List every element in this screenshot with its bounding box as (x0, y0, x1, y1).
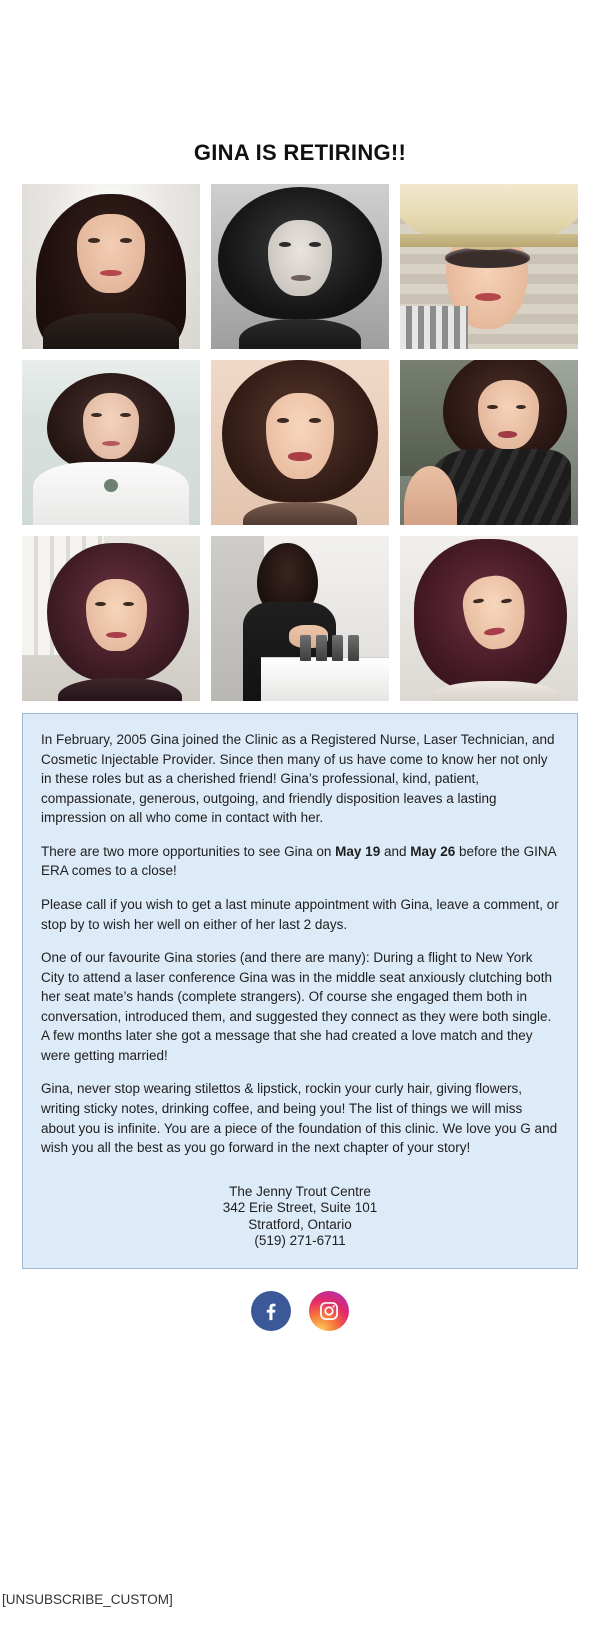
paragraph-story: One of our favourite Gina stories (and there are many): During a flight to New York City to attend a laser conference Gina was in the middle seat anxiously clutching both her seat mate’s hands (complete strangers). Of course she engaged them both in conversation, introduced them, and suggested they connect as they were both single. A few months later she got a message that she had created a love match and they were getting married! (41, 950, 553, 1063)
photo-gina-vintage (22, 360, 200, 525)
photo-gina-portrait-color (22, 184, 200, 349)
photo-gina-smiling-warm (211, 360, 389, 525)
address-line-phone: (519) 271-6711 (254, 1233, 346, 1249)
page-title: GINA IS RETIRING!! (193, 140, 407, 165)
instagram-icon (318, 1300, 340, 1322)
paragraph-intro: In February, 2005 Gina joined the Clinic as a Registered Nurse, Laser Technician, and Cosmetic Injectable Provider. Since then many of us have come to know her not only in these roles but as a cherished friend! Gina’s professional, kind, patient, compassionate, generous, outgoing, and friendly disposition leaves a lasting impression on all who come in contact with her. (41, 732, 555, 826)
photo-gina-burgundy-hair (400, 536, 578, 701)
photo-gina-clinic (211, 536, 389, 701)
photo-gina-bw-curly (211, 184, 389, 349)
address-line-name: The Jenny Trout Centre (229, 1183, 371, 1199)
paragraph-call-to-action: Please call if you wish to get a last minute appointment with Gina, leave a comment, or stop by to wish her well on either of her last 2 days. (41, 896, 559, 932)
address-line-city: Stratford, Ontario (248, 1216, 352, 1232)
facebook-icon (260, 1300, 282, 1322)
top-spacer (0, 0, 600, 140)
paragraph-dates (41, 842, 559, 881)
date-may-26: May 26 (410, 843, 456, 859)
photo-gina-sunhat (400, 184, 578, 349)
unsubscribe-link[interactable]: [UNSUBSCRIBE_CUSTOM] (2, 1592, 173, 1607)
photo-gina-window-light (22, 536, 200, 701)
paragraph-farewell: Gina, never stop wearing stilettos & lipstick, rockin your curly hair, giving flowers, writing sticky notes, drinking coffee, and being you! The list of things we will miss about you is infinite. You are a piece of the foundation of this clinic. We love you G and wish you all the best as you go forward in the next chapter of your story! (41, 1081, 558, 1156)
social-links (22, 1291, 578, 1331)
dates-text-before: There are two more opportunities to see Gina on (41, 843, 336, 859)
photo-gina-black-top (400, 360, 578, 525)
address-line-street: 342 Erie Street, Suite 101 (222, 1200, 378, 1216)
dates-text-middle: and (380, 843, 411, 859)
photo-grid (22, 184, 578, 701)
message-card (22, 713, 578, 1269)
facebook-link[interactable] (251, 1291, 291, 1331)
dates-text-after: before the GINA ERA comes to a close! (41, 843, 556, 879)
instagram-link[interactable] (309, 1291, 349, 1331)
date-may-19: May 19 (335, 843, 381, 859)
clinic-address (41, 1184, 559, 1250)
